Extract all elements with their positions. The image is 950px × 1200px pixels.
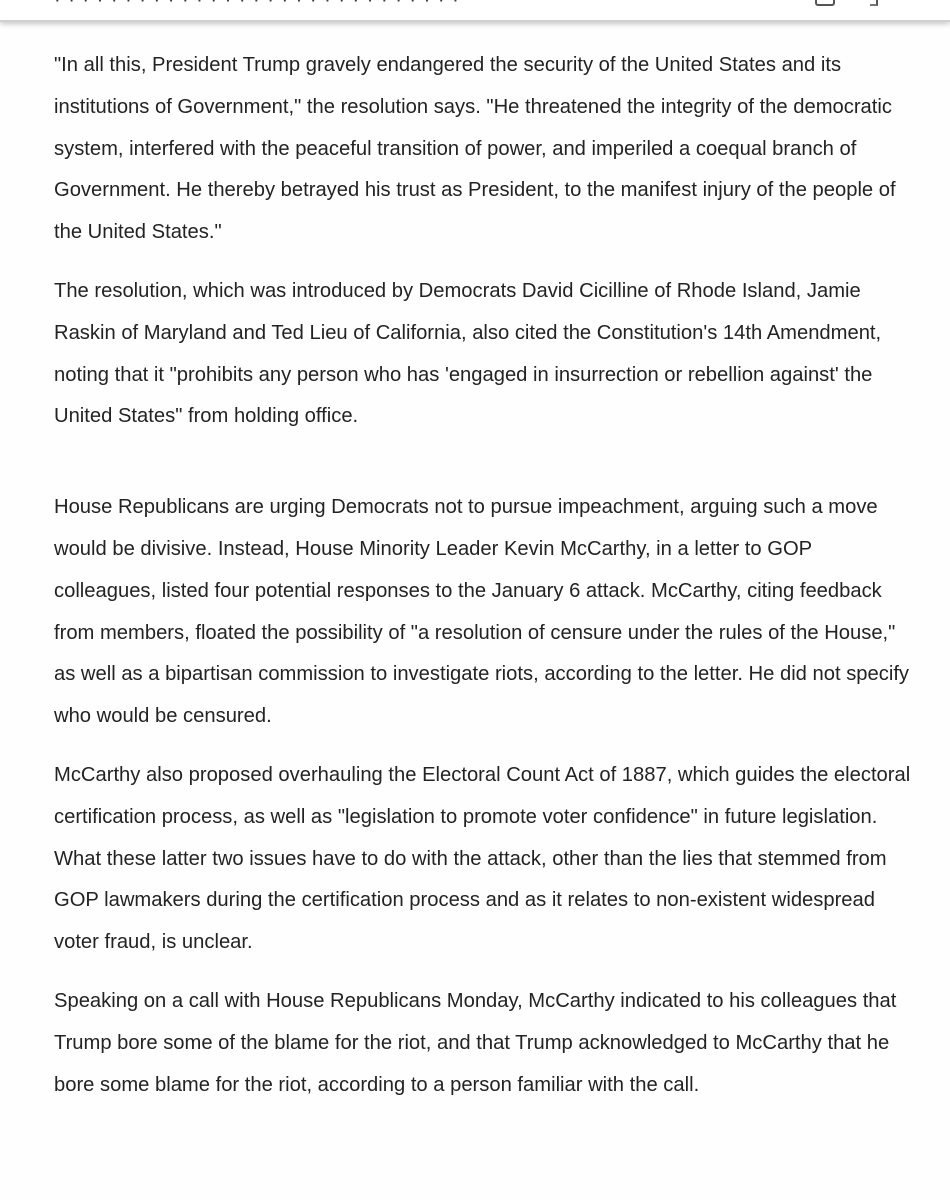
top-toolbar [0, 0, 950, 22]
share-icon[interactable] [815, 0, 835, 6]
article-paragraph: House Republicans are urging Democrats not to pursue impeachment, arguing such a move would be divisive. Instead, House Minority Leader Kevin McCarthy, in a letter to GOP colleagues, listed four potential responses to the January 6 attack. McCarthy, citing feedback from members, floated the possibility of "a resolution of censure under the rules of the House," as well as a bipartisan commission to investigate riots, according to the letter. He did not specify who would be censured. [54, 496, 910, 728]
article-paragraph: The resolution, which was introduced by Democrats David Cicilline of Rhode Island, Jamie Raskin of Maryland and Ted Lieu of California, also cited the Constitution's 14th Amendment, noting that it "prohibits any person who has 'engaged in insurrection or rebellion against' the United States" from holding office. [54, 279, 882, 428]
article-paragraph: McCarthy also proposed overhauling the Electoral Count Act of 1887, which guides the electoral certification process, as well as "legislation to promote voter confidence" in future legislation. What these latter two issues have to do with the attack, other than the lies that stemmed from GOP lawmakers during the certification process and as it relates to non-existent widespread voter fraud, is unclear. [54, 763, 911, 954]
article-paragraph: "In all this, President Trump gravely endangered the security of the United States and its institutions of Government," the resolution says. "He threatened the integrity of the democratic system, interfered with the peaceful transition of power, and imperiled a coequal branch of Government. He thereby betrayed his trust as President, to the manifest injury of the people of the United States." [54, 54, 896, 244]
clipped-header-text: · · · · · · · · · · · · · · · · · · · · · · · · · · · · · [54, 0, 460, 11]
article-body [54, 45, 914, 1123]
menu-icon[interactable] [870, 0, 878, 6]
article-paragraph: Speaking on a call with House Republicans Monday, McCarthy indicated to his colleagues that Trump bore some of the blame for the riot, and that Trump acknowledged to McCarthy that he bore some blame for the riot, according to a person familiar with the call. [54, 989, 897, 1096]
